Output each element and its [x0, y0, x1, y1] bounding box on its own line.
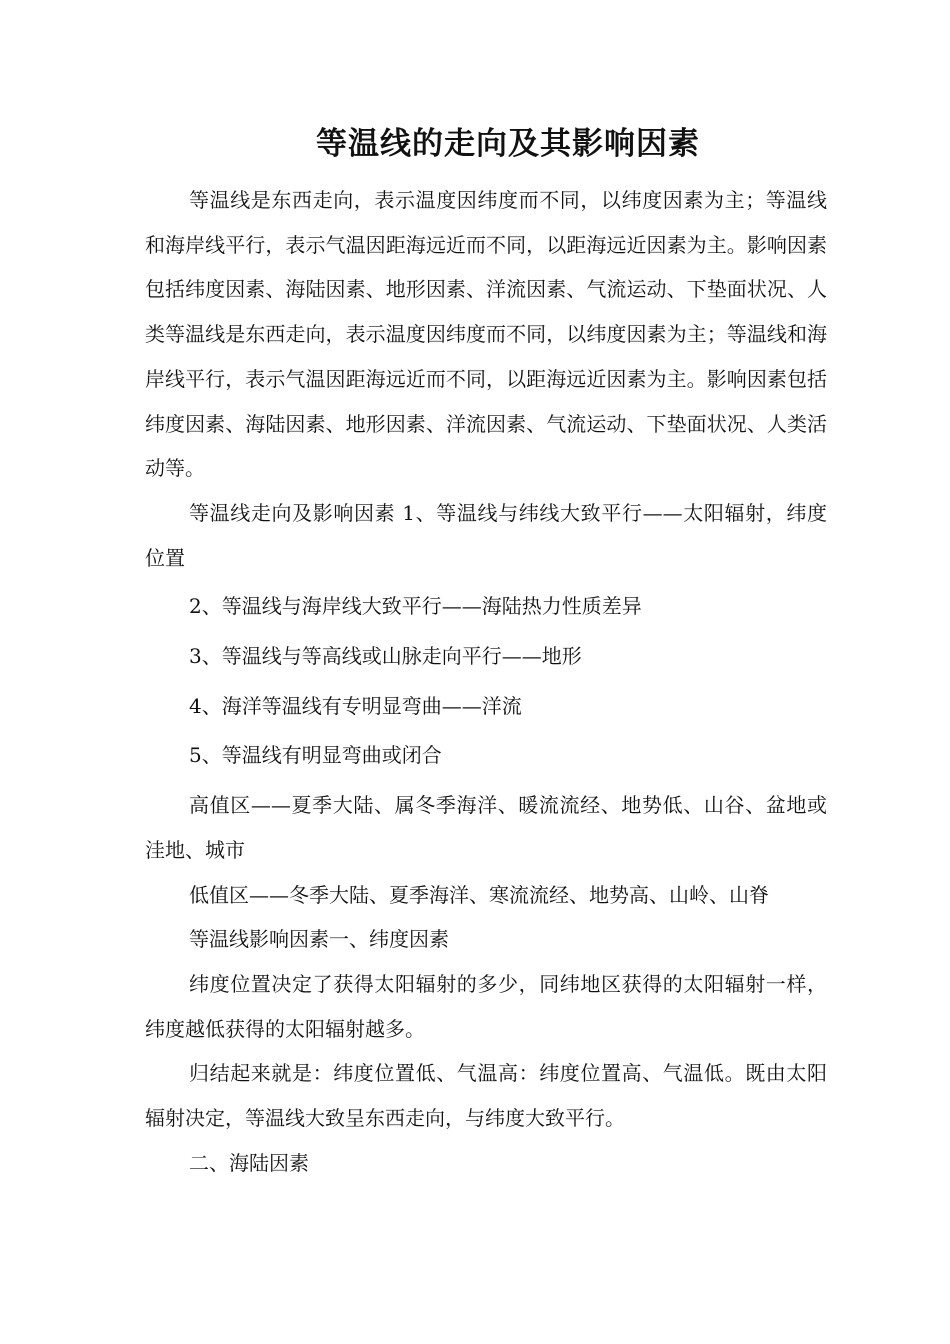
factor-item-2: 2、等温线与海岸线大致平行——海陆热力性质差异 — [189, 594, 642, 619]
factor-paragraph-1: 等温线走向及影响因素 1、等温线与纬线大致平行——太阳辐射，纬度位置 — [145, 500, 827, 570]
document-title: 等温线的走向及其影响因素 — [316, 126, 700, 162]
summary-paragraph: 归结起来就是：纬度位置低、气温高：纬度位置高、气温低。既由太阳辐射决定，等温线大致呈东西走向，与纬度大致平行。 — [145, 1061, 827, 1131]
low-value-paragraph: 低值区——冬季大陆、夏季海洋、寒流流经、地势高、山岭、山脊 — [189, 882, 769, 907]
high-value-paragraph: 高值区——夏季大陆、属冬季海洋、暖流流经、地势低、山谷、盆地或洼地、城市 — [145, 793, 827, 862]
section-heading-land-sea: 二、海陆因素 — [189, 1150, 309, 1175]
latitude-paragraph: 纬度位置决定了获得太阳辐射的多少，同纬地区获得的太阳辐射一样，纬度越低获得的太阳辐射越多。 — [145, 971, 827, 1041]
section-heading-latitude: 等温线影响因素一、纬度因素 — [189, 927, 449, 952]
document-body — [145, 178, 827, 1185]
intro-paragraph: 等温线是东西走向，表示温度因纬度而不同，以纬度因素为主；等温线和海岸线平行，表示气温因距海远近而不同，以距海远近因素为主。影响因素包括纬度因素、海陆因素、地形因素、洋流因素、气流运动、下垫面状况、人类等温线是东西走向，表示温度因纬度而不同，以纬度因素为主；等温线和海岸线平行，表示气温因距海远近而不同，以距海远近因素为主。影响因素包括纬度因素、海陆因素、地形因素、洋流因素、气流运动、下垫面状况、人类活动等。 — [145, 188, 827, 481]
factor-item-5: 5、等温线有明显弯曲或闭合 — [189, 743, 442, 768]
factor-item-4: 4、海洋等温线有专明显弯曲——洋流 — [189, 693, 522, 718]
factor-item-3: 3、等温线与等高线或山脉走向平行——地形 — [189, 644, 582, 669]
